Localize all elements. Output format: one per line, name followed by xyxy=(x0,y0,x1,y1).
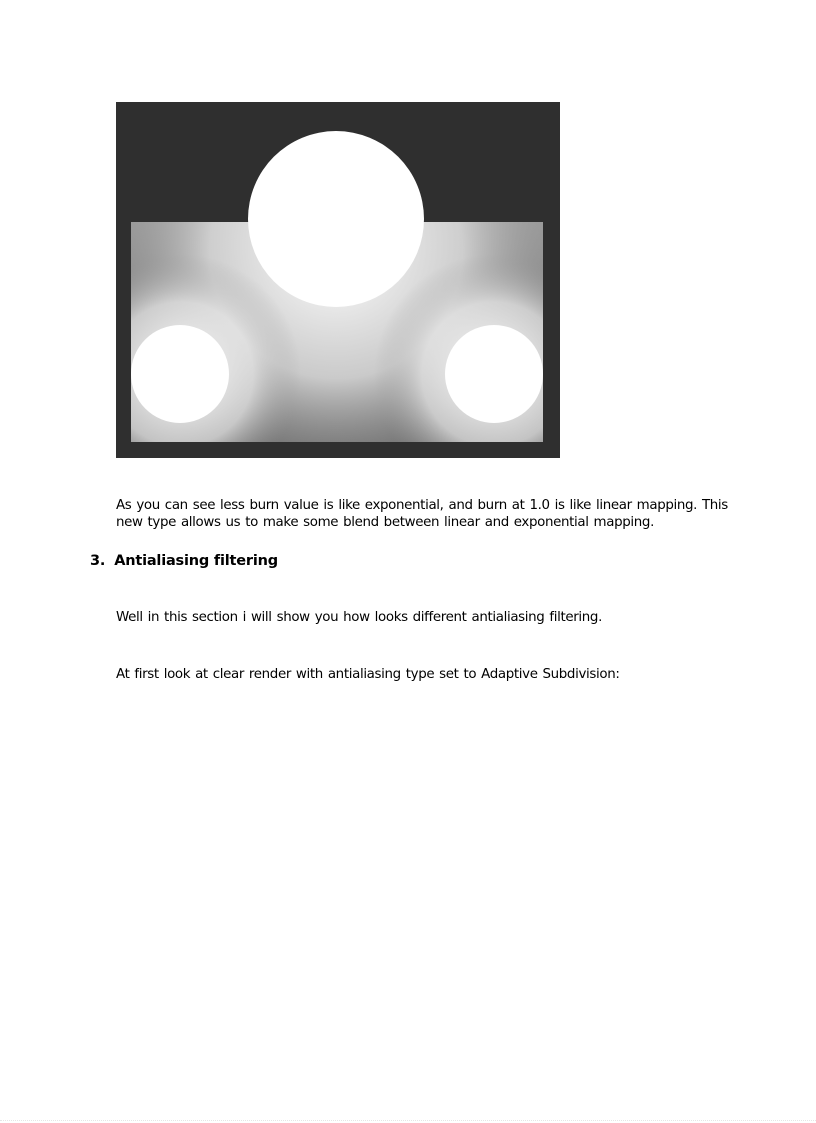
top-sphere xyxy=(248,131,424,307)
section-title: Antialiasing filtering xyxy=(114,553,278,569)
left-sphere xyxy=(131,325,229,423)
right-sphere xyxy=(445,325,543,423)
render-figure xyxy=(116,102,560,458)
render-image xyxy=(116,102,560,458)
burn-explanation-paragraph: As you can see less burn value is like exponential, and burn at 1.0 is like linear mapping. This new type allows us to make some blend between linear and exponential mapping. xyxy=(116,498,728,530)
page-bottom-divider xyxy=(0,1120,816,1121)
clear-render-paragraph: At first look at clear render with antialiasing type set to Adaptive Subdivision: xyxy=(116,667,620,682)
section-heading xyxy=(90,553,278,569)
section-number: 3. xyxy=(90,553,106,569)
section-intro-paragraph: Well in this section i will show you how looks different antialiasing filtering. xyxy=(116,610,602,625)
